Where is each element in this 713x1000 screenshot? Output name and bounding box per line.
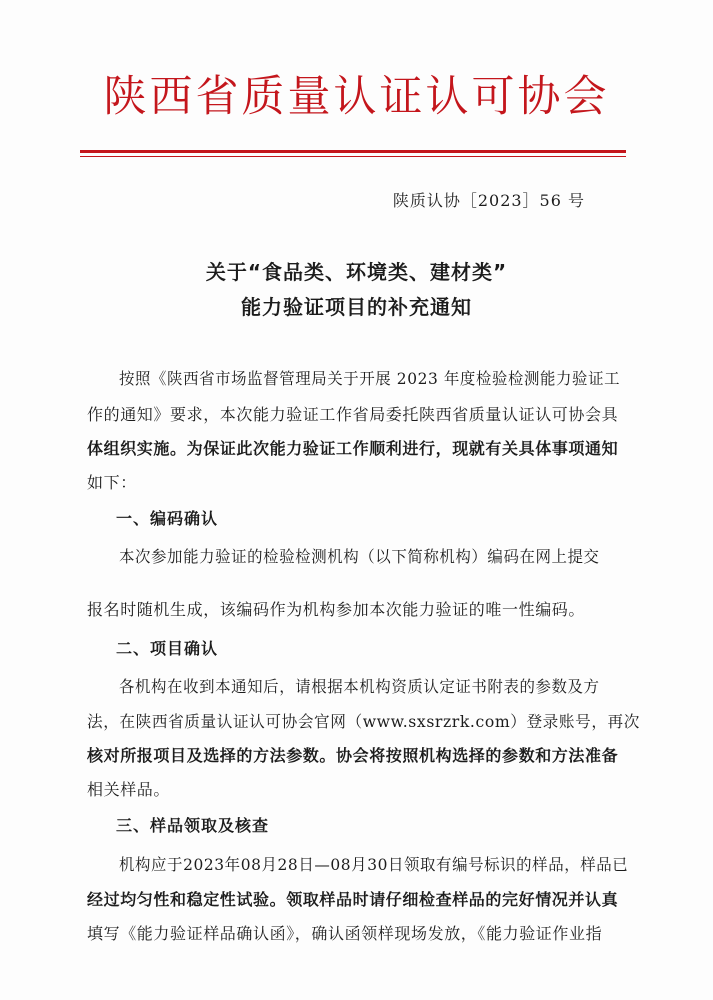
intro-line-4: 如下： <box>87 473 137 492</box>
section-2-line-4: 相关样品。 <box>87 780 171 799</box>
section-3-heading: 三、样品领取及核查 <box>116 816 270 835</box>
section-2-line-1: 各机构在收到本通知后，请根据本机构资质认定证书附表的参数及方 <box>119 677 600 696</box>
intro-line-3: 体组织实施。为保证此次能力验证工作顺利进行，现就有关具体事项通知 <box>87 439 619 458</box>
section-1-heading: 一、编码确认 <box>116 509 219 528</box>
section-3-line-3: 填写《能力验证样品确认函》，确认函领样现场发放，《能力验证作业指 <box>87 924 603 943</box>
document-title-line-1: 关于“食品类、环境类、建材类” <box>205 260 508 284</box>
letterhead-red-rule-thick <box>80 150 626 153</box>
section-3-line-1: 机构应于2023年08月28日—08月30日领取有编号标识的样品，样品已 <box>119 855 629 874</box>
section-2-line-3: 核对所报项目及选择的方法参数。协会将按照机构选择的参数和方法准备 <box>87 746 619 765</box>
section-1-line-2: 报名时随机生成，该编码作为机构参加本次能力验证的唯一性编码。 <box>87 600 586 619</box>
section-1-line-1: 本次参加能力验证的检验检测机构（以下简称机构）编码在网上提交 <box>119 547 600 566</box>
section-2-heading: 二、项目确认 <box>116 639 219 658</box>
letterhead-organization-name: 陕西省质量认证认可协会 <box>103 72 610 122</box>
section-3-line-2: 经过均匀性和稳定性试验。领取样品时请仔细检查样品的完好情况并认真 <box>87 890 619 909</box>
letterhead-red-rule-thin <box>80 156 626 157</box>
document-title-line-2: 能力验证项目的补充通知 <box>241 295 472 319</box>
intro-line-1: 按照《陕西省市场监督管理局关于开展 2023 年度检验检测能力验证工 <box>119 369 621 388</box>
document-number: 陕质认协［2023］56 号 <box>392 191 585 210</box>
intro-line-2: 作的通知》要求，本次能力验证工作省局委托陕西省质量认证认可协会具 <box>87 405 619 424</box>
section-2-line-2: 法，在陕西省质量认证认可协会官网（www.sxsrzrk.com）登录账号，再次 <box>87 712 640 731</box>
